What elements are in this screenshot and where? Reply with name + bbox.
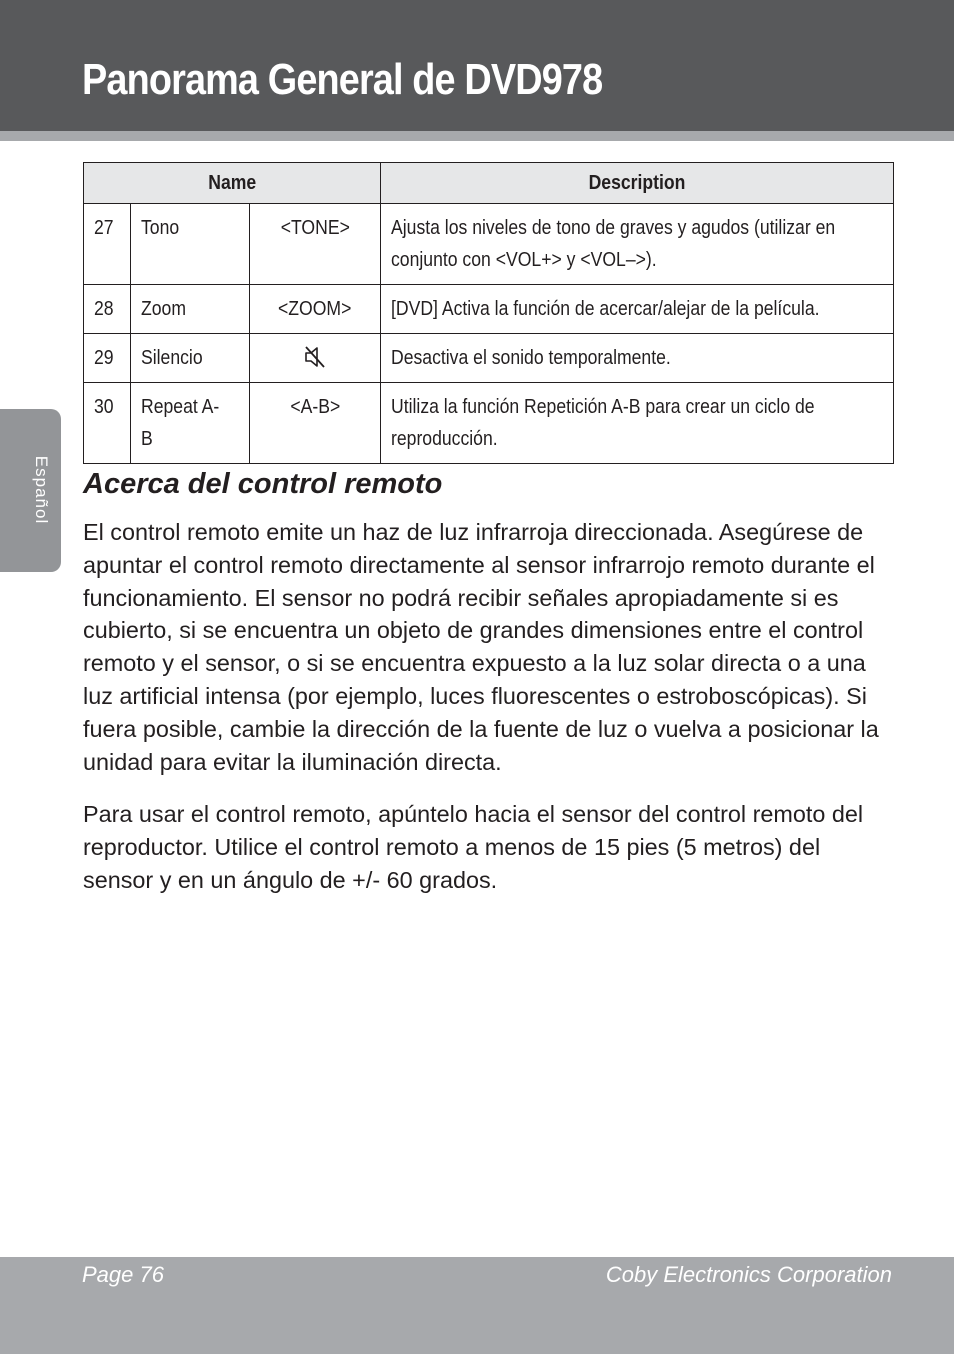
row-description: Desactiva el sonido temporalmente. [381, 334, 894, 383]
row-name: Repeat A-B [131, 383, 250, 464]
table-row [84, 383, 894, 464]
row-description: Ajusta los niveles de tono de graves y agudos (utilizar en conjunto con <VOL+> y <VOL–>). [381, 204, 894, 285]
table-header-row [84, 163, 894, 204]
row-description: [DVD] Activa la función de acercar/alejar de la película. [381, 285, 894, 334]
header-rule [0, 131, 954, 141]
column-header-description: Description [381, 163, 894, 204]
row-name: Zoom [131, 285, 250, 334]
button-spec-table [83, 162, 894, 464]
row-number: 27 [84, 204, 131, 285]
row-number: 28 [84, 285, 131, 334]
page-title: Panorama General de DVD978 [82, 55, 603, 104]
row-key: <TONE> [250, 204, 381, 285]
table-row [84, 334, 894, 383]
company-name: Coby Electronics Corporation [605, 1262, 892, 1287]
row-number: 30 [84, 383, 131, 464]
row-key: <A-B> [250, 383, 381, 464]
column-header-name: Name [84, 163, 381, 204]
row-name: Silencio [131, 334, 250, 383]
page-number: Page 76 [82, 1262, 164, 1287]
row-key: <ZOOM> [250, 285, 381, 334]
language-tab-label: Español [32, 455, 51, 525]
row-name: Tono [131, 204, 250, 285]
mute-icon [302, 344, 328, 370]
table-row [84, 204, 894, 285]
row-description: Utiliza la función Repetición A-B para crear un ciclo de reproducción. [381, 383, 894, 464]
body-paragraph: Para usar el control remoto, apúntelo hacia el sensor del control remoto del reproductor. Utilice el control remoto a menos de 15 pies (5 metros) del sensor y en un ángulo de +/- 60 grados. [83, 801, 864, 893]
table-row [84, 285, 894, 334]
section-heading: Acerca del control remoto [83, 468, 443, 500]
row-number: 29 [84, 334, 131, 383]
row-key [250, 334, 381, 383]
body-paragraph: El control remoto emite un haz de luz infrarroja direccionada. Asegúrese de apuntar el control remoto directamente al sensor infrarrojo remoto durante el funcionamiento. El sensor no podrá recibir señales apropiadamente si es cubierto, si se encuentra un objeto de grandes dimensiones entre el control remoto y el sensor, o si se encuentra expuesto a la luz solar directa o a una luz artificial intensa (por ejemplo, luces fluorescentes o estroboscópicas). Si fuera posible, cambie la dirección de la fuente de luz o vuelva a posicionar la unidad para evitar la iluminación directa. [83, 519, 879, 775]
